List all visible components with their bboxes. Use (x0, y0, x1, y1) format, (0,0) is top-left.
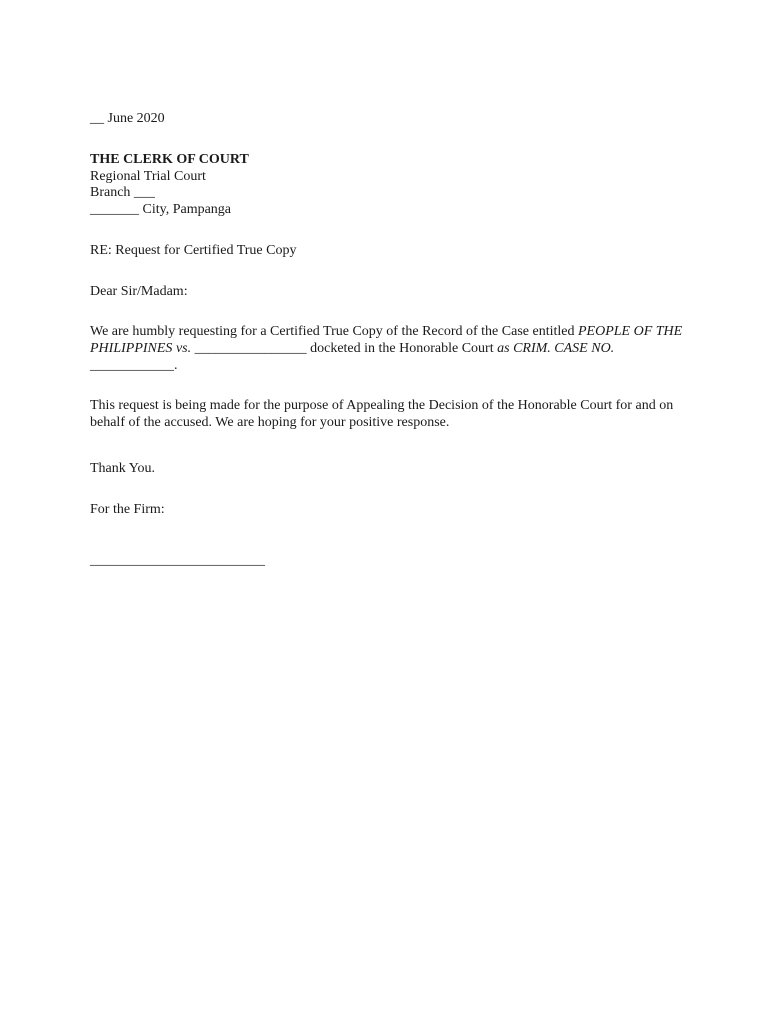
request-text-b: ________________ docketed in the Honorable Court (191, 341, 498, 356)
closing: Thank You. (90, 461, 155, 476)
request-paragraph (90, 323, 690, 374)
subject-line: RE: Request for Certified True Copy (90, 243, 297, 258)
purpose-paragraph: This request is being made for the purpose of Appealing the Decision of the Honorable Court for and on behalf of the accused. We are hoping for your positive response. (90, 398, 674, 430)
crim-case-label: as CRIM. CASE NO. (497, 341, 615, 356)
case-title: PEOPLE OF THE PHILIPPINES (90, 324, 683, 356)
signature-line: _________________________ (90, 553, 265, 568)
addressee-city: _______ City, Pampanga (90, 202, 232, 217)
request-text-a: We are humbly requesting for a Certified True Copy of the Record of the Case entitled (90, 324, 578, 339)
addressee-title: THE CLERK OF COURT (90, 152, 249, 167)
letter-date: __ June 2020 (90, 111, 165, 126)
firm-line: For the Firm: (90, 502, 165, 517)
addressee-branch: Branch ___ (90, 185, 155, 200)
case-vs: vs. (172, 341, 192, 356)
addressee-court: Regional Trial Court (90, 169, 206, 184)
salutation: Dear Sir/Madam: (90, 284, 188, 299)
crim-case-blank: ____________. (90, 358, 178, 373)
